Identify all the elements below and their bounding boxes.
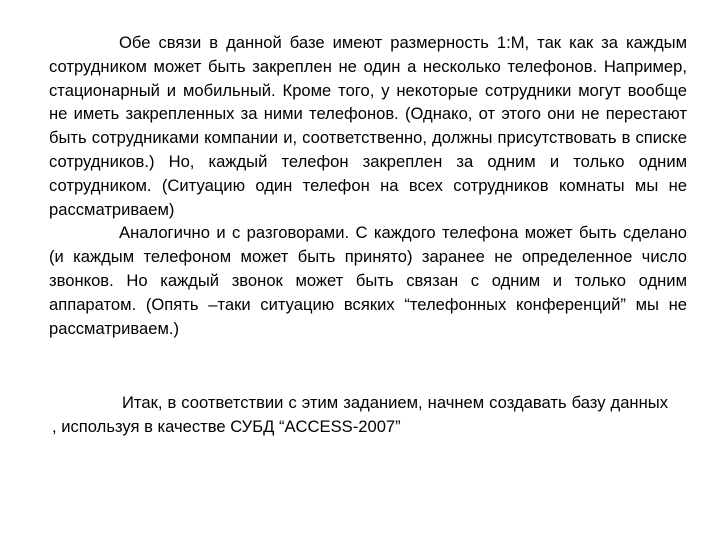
paragraph-access: Итак, в соответствии с этим заданием, начнем создавать базу данных , используя в качестве СУБД “ACCESS-2007” <box>52 393 668 436</box>
closing-text-block <box>52 391 668 439</box>
main-text-block <box>49 31 687 340</box>
paragraph-calls: Аналогично и с разговорами. С каждого телефона может быть сделано (и каждым телефоном может быть принято) заранее не определенное число звонков. Но каждый звонок может быть связан с одним и только одним аппаратом. (Опять –таки ситуацию всяких “телефонных конференций” мы не рассматриваем.) <box>49 223 687 338</box>
paragraph-relations: Обе связи в данной базе имеют размерность 1:М, так как за каждым сотрудником может быть закреплен не один а несколько телефонов. Например, стационарный и мобильный. Кроме того, у некоторые сотрудники могут вообще не иметь закрепленных за ними телефонов. (Однако, от этого они не перестают быть сотрудниками компании и, соответственно, должны присутствовать в списке сотрудников.) Но, каждый телефон закреплен за одним и только одним сотрудником. (Ситуацию один телефон на всех сотрудников комнаты мы не рассматриваем) <box>49 33 687 219</box>
